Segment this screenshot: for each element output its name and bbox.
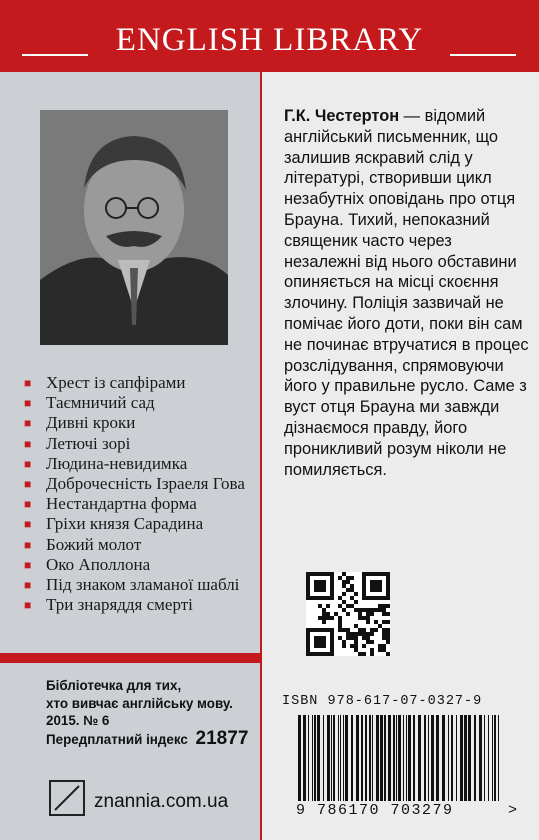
bullet-icon: ■: [24, 598, 32, 613]
story-item: [22, 434, 256, 454]
story-title: Людина-невидимка: [46, 453, 188, 473]
barcode-icon: [296, 715, 502, 803]
isbn-label: ISBN 978-617-07-0327-9: [282, 694, 483, 709]
red-divider: [0, 653, 262, 663]
story-title: Божий молот: [46, 534, 142, 554]
qr-code-icon: [306, 572, 390, 656]
bullet-icon: ■: [24, 517, 32, 532]
story-item: [22, 535, 256, 555]
library-info-line1: Бібліотечка для тих,: [46, 678, 182, 693]
story-item: [22, 413, 256, 433]
bullet-icon: ■: [24, 578, 32, 593]
story-item: [22, 575, 256, 595]
author-bio: [284, 106, 532, 480]
bullet-icon: ■: [24, 477, 32, 492]
story-title: Таємничий сад: [46, 393, 155, 413]
series-header: [0, 0, 539, 70]
bullet-icon: ■: [24, 557, 32, 572]
bullet-icon: ■: [24, 497, 32, 512]
bullet-icon: ■: [24, 416, 32, 431]
author-portrait: [40, 110, 228, 345]
barcode-digits: 9 786170 703279: [296, 802, 454, 819]
story-title: Доброчесність Ізраеля Гова: [46, 474, 245, 494]
story-title: Летючі зорі: [46, 433, 131, 453]
library-info-line2: хто вивчає англійську мову.: [46, 695, 233, 711]
publisher-site: znannia.com.ua: [94, 791, 229, 812]
bio-author-name: Г.К. Честертон: [284, 107, 400, 125]
subscription-index: [46, 728, 248, 750]
stories-list: [22, 373, 256, 615]
library-info: [46, 677, 256, 730]
publisher-logo-icon: [49, 780, 85, 816]
story-item: [22, 595, 256, 615]
story-title: Під знаком зламаної шаблі: [46, 575, 240, 595]
bio-text: — відомий англійський письменник, що залишив яскравий слід у літературі, створивши цикл незабутніх оповідань про отця Брауна. Тихий, непоказний священик часто через незалежні від нього обставини опиняється на місці скоєння злочину. Поліція зазвичай не помічає його доти, поки він сам не починає втручатися в процес розслідування, спрямовуючи його у правильне русло. Саме з вуст отця Брауна ми завжди дізнаємося правду, його проникливий розум ніколи не помиляється.: [284, 107, 529, 479]
subscription-index-label: Передплатний індекс: [46, 732, 188, 747]
bullet-icon: ■: [24, 537, 32, 552]
story-item: [22, 373, 256, 393]
story-title: Око Аполлона: [46, 554, 151, 574]
bullet-icon: ■: [24, 456, 32, 471]
story-title: Дивні кроки: [46, 413, 136, 433]
story-item: [22, 494, 256, 514]
bullet-icon: ■: [24, 376, 32, 390]
story-title: Гріхи князя Сарадина: [46, 514, 204, 534]
story-title: Три знаряддя смерті: [46, 595, 193, 615]
bullet-icon: ■: [24, 396, 32, 411]
story-item: [22, 514, 256, 534]
barcode-end-mark: >: [508, 802, 518, 819]
library-info-line3: 2015. № 6: [46, 713, 110, 728]
subscription-index-value: 21877: [195, 728, 249, 749]
story-item: [22, 393, 256, 413]
story-item: [22, 555, 256, 575]
story-title: Хрест із сапфірами: [46, 373, 186, 392]
bullet-icon: ■: [24, 436, 32, 451]
story-item: [22, 454, 256, 474]
story-item: [22, 474, 256, 494]
story-title: Нестандартна форма: [46, 494, 197, 514]
series-title: ENGLISH LIBRARY: [115, 22, 424, 58]
